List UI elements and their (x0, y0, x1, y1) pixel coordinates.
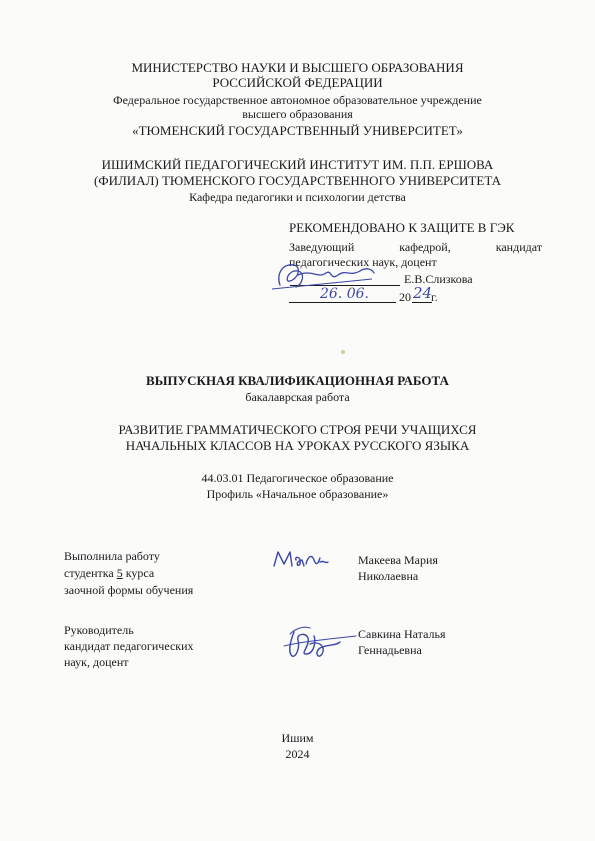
education-level-line: высшего образования (242, 107, 353, 121)
specialty-profile: Профиль «Начальное образование» (206, 487, 389, 501)
head-of-department-degree: педагогических наук, доцент (289, 255, 437, 269)
supervisor-label-line1: Руководитель (64, 623, 134, 637)
year-prefix: 20 (399, 290, 411, 304)
year-line (412, 302, 432, 303)
year: 2024 (285, 747, 310, 761)
work-type: ВЫПУСКНАЯ КВАЛИФИКАЦИОННАЯ РАБОТА (146, 373, 449, 388)
institute-line1: ИШИМСКИЙ ПЕДАГОГИЧЕСКИЙ ИНСТИТУТ ИМ. П.П. ЕРШОВА (101, 157, 494, 172)
author-course: 5 (116, 566, 123, 580)
recommendation-title: РЕКОМЕНДОВАНО К ЗАЩИТЕ В ГЭК (289, 220, 515, 235)
role-word-2: кафедрой, (399, 240, 451, 254)
head-signature-icon (268, 255, 378, 295)
author-label-line1: Выполнила работу (64, 549, 160, 563)
author-label-line2 (64, 566, 154, 580)
city: Ишим (281, 731, 314, 745)
date-line (289, 302, 396, 303)
paper-mark (341, 350, 345, 354)
work-title-line2: НАЧАЛЬНЫХ КЛАССОВ НА УРОКАХ РУССКОГО ЯЗЫКА (125, 438, 470, 453)
year-suffix: г. (431, 290, 438, 304)
supervisor-signature-icon (280, 620, 360, 664)
university-name: «ТЮМЕНСКИЙ ГОСУДАРСТВЕННЫЙ УНИВЕРСИТЕТ» (132, 123, 463, 138)
federation-line: РОССИЙСКОЙ ФЕДЕРАЦИИ (212, 75, 383, 90)
work-title-line1: РАЗВИТИЕ ГРАММАТИЧЕСКОГО СТРОЯ РЕЧИ УЧАЩИХСЯ (118, 422, 477, 437)
handwritten-date: 26. 06. (320, 286, 369, 302)
author-course-prefix: студентка (64, 566, 117, 580)
institution-type-line: Федеральное государственное автономное образовательное учреждение (113, 93, 482, 107)
department-name: Кафедра педагогики и психологии детства (189, 190, 406, 204)
author-name-line1: Макеева Мария (358, 553, 438, 567)
handwritten-year: 24 (413, 284, 433, 302)
author-name-line2: Николаевна (358, 569, 419, 583)
work-subtype: бакалаврская работа (245, 390, 350, 404)
supervisor-label-line2: кандидат педагогических (64, 639, 194, 653)
role-word-3: кандидат (495, 240, 542, 254)
ministry-line: МИНИСТЕРСТВО НАУКИ И ВЫСШЕГО ОБРАЗОВАНИЯ (131, 60, 464, 75)
head-of-department-name: Е.В.Слизкова (404, 272, 473, 286)
supervisor-label-line3: наук, доцент (64, 655, 129, 669)
role-word-1: Заведующий (289, 240, 355, 254)
head-of-department-role (289, 240, 542, 254)
institute-line2: (ФИЛИАЛ) ТЮМЕНСКОГО ГОСУДАРСТВЕННОГО УНИВЕРСИТЕТА (94, 173, 501, 188)
author-course-suffix: курса (122, 566, 155, 580)
author-signature-icon (270, 548, 330, 572)
supervisor-name-line1: Савкина Наталья (358, 627, 446, 641)
specialty-code: 44.03.01 Педагогическое образование (201, 471, 394, 485)
author-label-line3: заочной формы обучения (64, 583, 194, 597)
supervisor-name-line2: Геннадьевна (358, 643, 422, 657)
